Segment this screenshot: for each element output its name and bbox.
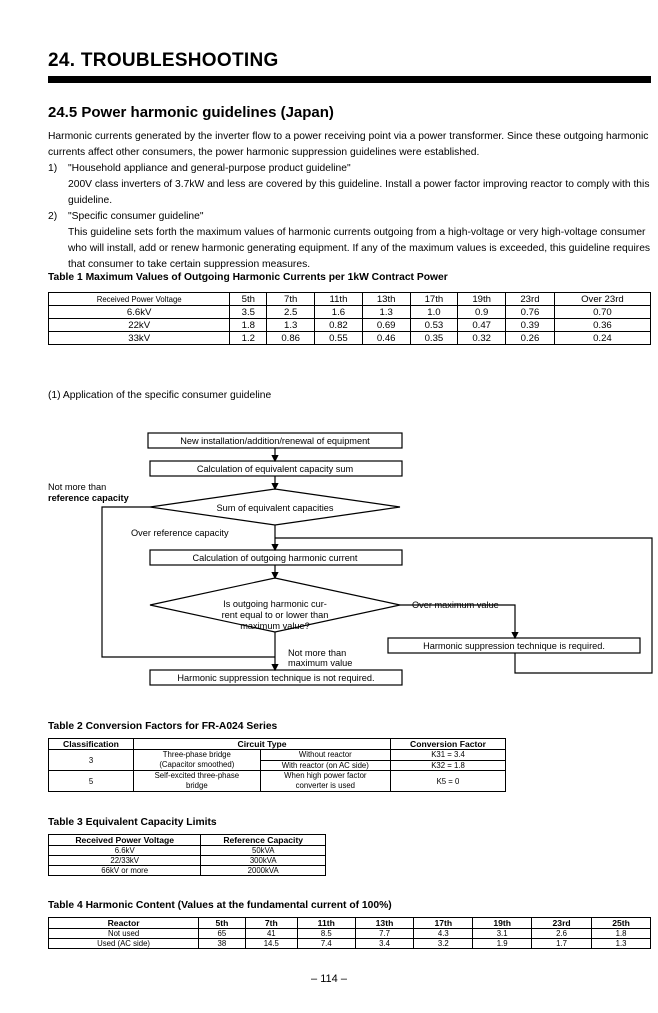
table2-caption: Table 2 Conversion Factors for FR-A024 Series: [48, 721, 278, 732]
table-header-cell: 17th: [414, 918, 473, 929]
table4: [48, 917, 651, 949]
table-cell: 0.47: [458, 319, 506, 332]
table-cell: 22kV: [49, 319, 230, 332]
table-cell: 0.55: [315, 332, 363, 345]
table-cell: 3.2: [414, 939, 473, 949]
item-title: "Specific consumer guideline": [68, 211, 204, 222]
table-row: [49, 332, 651, 345]
table-cell: 66kV or more: [49, 866, 201, 876]
table-cell: Not used: [49, 929, 199, 939]
table-cell: [260, 771, 390, 792]
section-title: 24.5 Power harmonic guidelines (Japan): [48, 104, 334, 121]
guideline-item-2: [48, 209, 652, 273]
guideline-item-1: [48, 161, 652, 209]
page-number: – 114 –: [311, 973, 347, 985]
table-cell: 0.26: [506, 332, 555, 345]
guideline-flowchart: [0, 420, 658, 700]
circuit-type-line: Three-phase bridge: [162, 750, 231, 759]
table-cell: 3: [49, 750, 134, 771]
circuit-type-line: (Capacitor smoothed): [159, 760, 235, 769]
flow-not-more-ref-2: reference capacity: [48, 493, 129, 503]
table-cell: 0.76: [506, 306, 555, 319]
flow-over-max: Over maximum value: [412, 600, 499, 610]
table3: [48, 834, 326, 876]
item-number: 2): [48, 211, 58, 222]
chapter-title: 24. TROUBLESHOOTING: [48, 50, 279, 71]
table-cell: 0.53: [410, 319, 458, 332]
table-cell: 50kVA: [201, 846, 326, 856]
table-cell: 1.7: [532, 939, 592, 949]
table-header-cell: 19th: [473, 918, 532, 929]
flow-diamond2-line2: rent equal to or lower than: [221, 610, 329, 620]
item-title: "Household appliance and general-purpose product guideline": [68, 163, 351, 174]
table-cell: 0.39: [506, 319, 555, 332]
table-header-cell: 5th: [199, 918, 245, 929]
flow-not-more-max-2: maximum value: [288, 658, 353, 668]
table-row: [49, 939, 651, 949]
table-header-cell: 23rd: [506, 293, 555, 306]
flow-not-more-max-1: Not more than: [288, 648, 347, 658]
table-cell: 7.4: [297, 939, 355, 949]
table-header-cell: 5th: [230, 293, 267, 306]
table-header-cell: Circuit Type: [134, 739, 391, 750]
table-header-cell: 17th: [410, 293, 458, 306]
flow-diamond2-line3: maximum value?: [240, 621, 310, 631]
table-cell: 22/33kV: [49, 856, 201, 866]
table-header-row: [49, 293, 651, 306]
table-cell: 1.2: [230, 332, 267, 345]
table-cell: 0.9: [458, 306, 506, 319]
table-cell: 3.4: [355, 939, 414, 949]
condition-line: converter is used: [295, 781, 356, 790]
table-cell: 1.0: [410, 306, 458, 319]
table-row: [49, 856, 326, 866]
table-row: [49, 306, 651, 319]
table-row: [49, 846, 326, 856]
table-cell: 8.5: [297, 929, 355, 939]
table-header-cell: 23rd: [532, 918, 592, 929]
table-cell: 5: [49, 771, 134, 792]
section-body: [48, 129, 652, 273]
table-header-cell: 25th: [592, 918, 651, 929]
table-header-cell: Reference Capacity: [201, 835, 326, 846]
flow-not-required-text: Harmonic suppression technique is not required.: [177, 673, 375, 683]
item-number: 1): [48, 163, 58, 174]
table-header-row: [49, 739, 506, 750]
table1: [48, 292, 651, 345]
title-rule: [48, 76, 651, 83]
flow-calc-current-text: Calculation of outgoing harmonic current: [192, 553, 358, 563]
table2: [48, 738, 506, 792]
table-cell: Used (AC side): [49, 939, 199, 949]
flow-diamond2-line1: Is outgoing harmonic cur-: [223, 599, 327, 609]
table-cell: With reactor (on AC side): [260, 760, 390, 771]
condition-line: When high power factor: [284, 771, 367, 780]
table-header-cell: 19th: [458, 293, 506, 306]
table-header-cell: Classification: [49, 739, 134, 750]
table-cell: 1.3: [592, 939, 651, 949]
table-header-cell: Received Power Voltage: [49, 835, 201, 846]
table-cell: 2.6: [532, 929, 592, 939]
table-header-cell: 11th: [297, 918, 355, 929]
table-cell: 0.36: [554, 319, 650, 332]
table-row: [49, 866, 326, 876]
table-cell: 2000kVA: [201, 866, 326, 876]
flow-not-more-ref-1: Not more than: [48, 482, 107, 492]
table-cell: 41: [245, 929, 297, 939]
flow-calc-sum-text: Calculation of equivalent capacity sum: [196, 464, 354, 474]
table-cell: 1.9: [473, 939, 532, 949]
table1-caption: Table 1 Maximum Values of Outgoing Harmonic Currents per 1kW Contract Power: [48, 272, 448, 283]
table-cell: 38: [199, 939, 245, 949]
table-cell: 1.3: [362, 306, 410, 319]
table-cell: 1.8: [230, 319, 267, 332]
table-cell: 7.7: [355, 929, 414, 939]
table-cell: [134, 771, 261, 792]
table-header-row: [49, 835, 326, 846]
table-cell: 65: [199, 929, 245, 939]
table-header-cell: Conversion Factor: [391, 739, 506, 750]
flow-over-ref: Over reference capacity: [131, 528, 229, 538]
table-header-cell: Received Power Voltage: [49, 293, 230, 306]
table-header-cell: 7th: [245, 918, 297, 929]
table-cell: 0.35: [410, 332, 458, 345]
table4-caption: Table 4 Harmonic Content (Values at the fundamental current of 100%): [48, 900, 392, 911]
table-cell: 4.3: [414, 929, 473, 939]
table-cell: 1.6: [315, 306, 363, 319]
table-header-cell: Over 23rd: [554, 293, 650, 306]
circuit-type-line: bridge: [185, 781, 208, 790]
table-cell: Without reactor: [260, 750, 390, 761]
table-cell: 300kVA: [201, 856, 326, 866]
intro-paragraph: Harmonic currents generated by the inverter flow to a power receiving point via a power transformer. Since these outgoing harmonic currents affect other consumers, the power harmonic suppression guidelines were established.: [48, 131, 649, 158]
flow-diamond1-text: Sum of equivalent capacities: [216, 503, 334, 513]
table-cell: 6.6kV: [49, 306, 230, 319]
table-cell: 0.32: [458, 332, 506, 345]
table-cell: 33kV: [49, 332, 230, 345]
table-cell: 0.69: [362, 319, 410, 332]
table-cell: K32 = 1.8: [391, 760, 506, 771]
table-cell: [134, 750, 261, 771]
table-cell: 2.5: [267, 306, 315, 319]
table-cell: 1.8: [592, 929, 651, 939]
table-cell: 3.5: [230, 306, 267, 319]
table-row: [49, 750, 506, 761]
table3-caption: Table 3 Equivalent Capacity Limits: [48, 817, 217, 828]
table-header-cell: 13th: [355, 918, 414, 929]
flowchart-caption: (1) Application of the specific consumer guideline: [48, 390, 272, 401]
table-cell: 0.86: [267, 332, 315, 345]
table-header-cell: Reactor: [49, 918, 199, 929]
table-header-cell: 11th: [315, 293, 363, 306]
flow-start-text: New installation/addition/renewal of equipment: [180, 436, 370, 446]
table-cell: 6.6kV: [49, 846, 201, 856]
table-cell: 0.70: [554, 306, 650, 319]
table-cell: K31 = 3.4: [391, 750, 506, 761]
table-row: [49, 319, 651, 332]
table-cell: 0.82: [315, 319, 363, 332]
table-cell: 14.5: [245, 939, 297, 949]
table-cell: 0.46: [362, 332, 410, 345]
flow-required-text: Harmonic suppression technique is required.: [423, 641, 605, 651]
table-cell: K5 = 0: [391, 771, 506, 792]
item-body: 200V class inverters of 3.7kW and less are covered by this guideline. Install a power factor improving reactor to comply with this guideline.: [68, 179, 650, 206]
table-cell: 0.24: [554, 332, 650, 345]
table-header-cell: 13th: [362, 293, 410, 306]
circuit-type-line: Self-excited three-phase: [154, 771, 240, 780]
table-header-cell: 7th: [267, 293, 315, 306]
table-row: [49, 771, 506, 792]
table-header-row: [49, 918, 651, 929]
table-row: [49, 929, 651, 939]
item-body: This guideline sets forth the maximum values of harmonic currents outgoing from a high-voltage or very high-voltage consumer who will install, add or renew harmonic generating equipment. If any of the maximum values is exceeded, this guideline requires that consumer to take certain suppression measures.: [68, 227, 651, 270]
table-cell: 1.3: [267, 319, 315, 332]
table-cell: 3.1: [473, 929, 532, 939]
